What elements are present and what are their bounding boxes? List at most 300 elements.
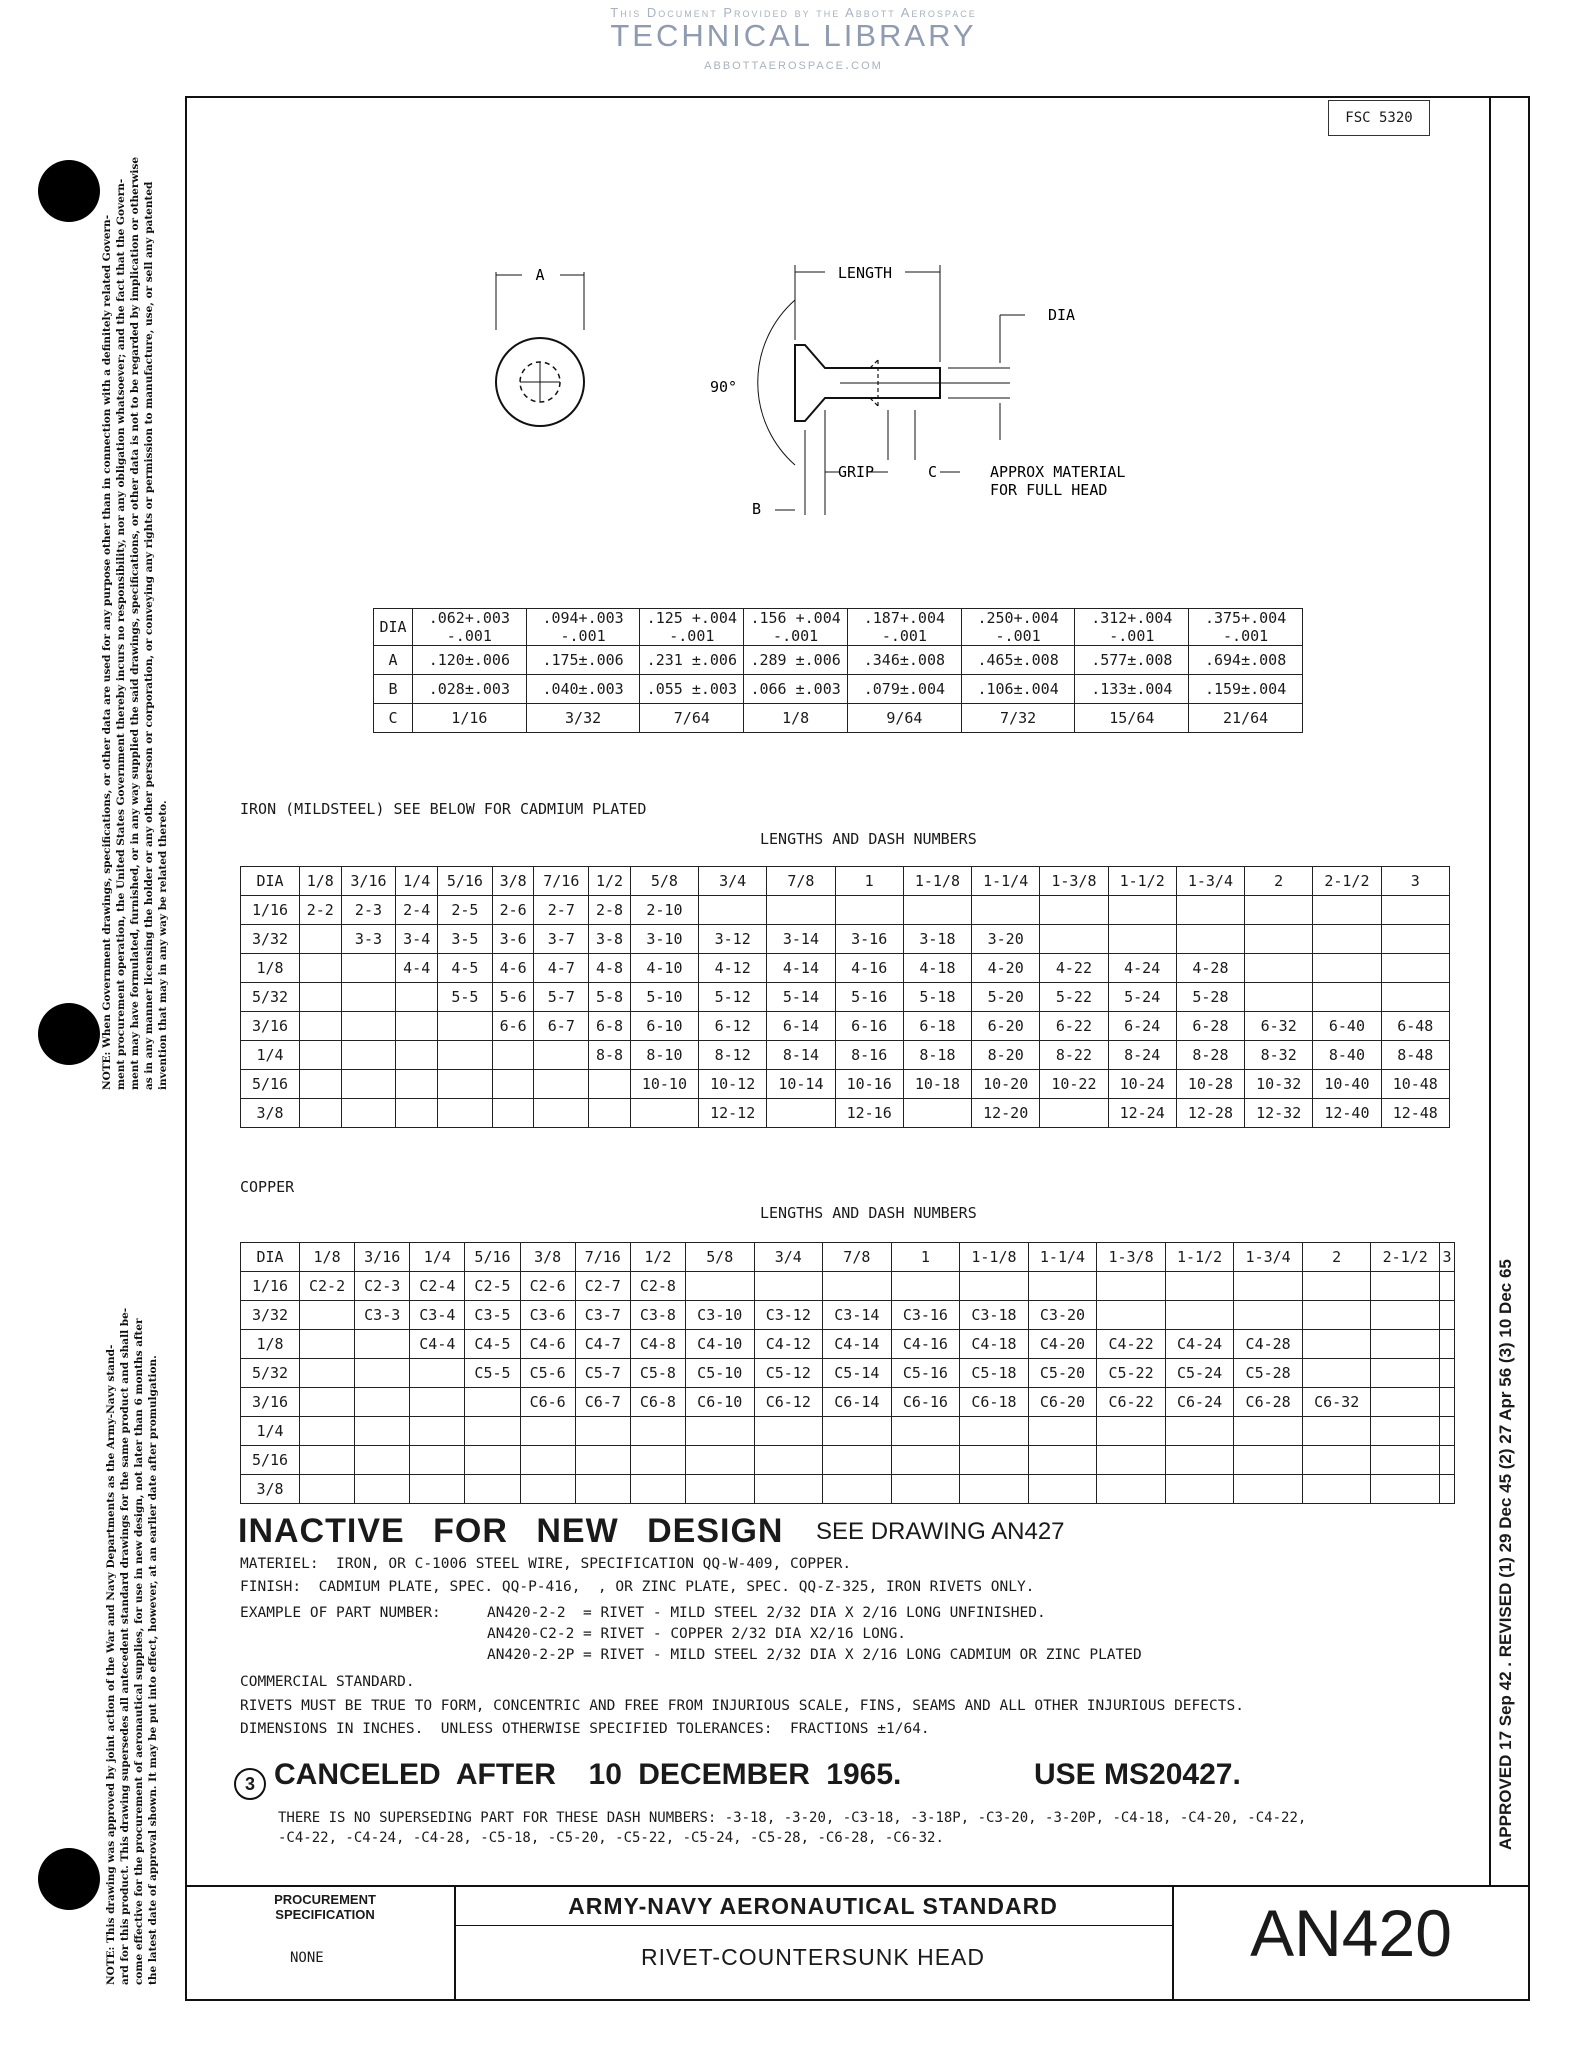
copper-table-cell xyxy=(1234,1301,1303,1330)
copper-table-cell: C6-7 xyxy=(575,1388,630,1417)
dimension-table-cell: .156 +.004 -.001 xyxy=(744,609,848,646)
label-a: A xyxy=(535,266,545,284)
iron-table-cell xyxy=(1245,925,1313,954)
iron-table-cell: 8-40 xyxy=(1313,1041,1381,1070)
copper-table-cell: C4-22 xyxy=(1097,1330,1166,1359)
iron-table-cell: 4-28 xyxy=(1176,954,1244,983)
copper-table-cell xyxy=(823,1417,892,1446)
copper-table-cell xyxy=(891,1475,960,1504)
iron-table-cell: 10-12 xyxy=(699,1070,767,1099)
copper-table-cell xyxy=(1165,1272,1234,1301)
part-title: RIVET-COUNTERSUNK HEAD xyxy=(640,1944,986,1970)
dimension-table-cell: .231 ±.006 xyxy=(640,646,744,675)
iron-table-cell: 4-16 xyxy=(835,954,903,983)
iron-table-cell: 7/16 xyxy=(534,867,589,896)
iron-table-cell xyxy=(1040,896,1108,925)
copper-table-cell: C5-5 xyxy=(465,1359,520,1388)
dimension-table-cell: .375+.004 -.001 xyxy=(1189,609,1303,646)
iron-table-cell: 5-14 xyxy=(767,983,835,1012)
iron-table-cell: 5-10 xyxy=(630,983,698,1012)
iron-table-cell: 5-12 xyxy=(699,983,767,1012)
copper-table-cell: 1-1/4 xyxy=(1028,1243,1097,1272)
iron-table-cell: 5-20 xyxy=(972,983,1040,1012)
iron-table-cell: 5-18 xyxy=(903,983,971,1012)
iron-table-cell xyxy=(1176,896,1244,925)
copper-table-cell: 2-1/2 xyxy=(1371,1243,1440,1272)
dimension-table-cell: 7/64 xyxy=(640,704,744,733)
copper-table-cell xyxy=(410,1417,465,1446)
copper-table-cell xyxy=(300,1388,355,1417)
copper-table-cell: C2-2 xyxy=(300,1272,355,1301)
iron-table-cell xyxy=(1313,896,1381,925)
copper-table-cell xyxy=(1097,1272,1166,1301)
copper-table-cell xyxy=(754,1446,823,1475)
copper-table-cell: C4-4 xyxy=(410,1330,465,1359)
copper-table-cell: 7/16 xyxy=(575,1243,630,1272)
copper-table-cell xyxy=(1440,1475,1455,1504)
dimension-table-cell: .187+.004 -.001 xyxy=(848,609,962,646)
iron-table-cell xyxy=(589,1099,631,1128)
iron-table-cell: 1-1/8 xyxy=(903,867,971,896)
dimension-table-cell: 9/64 xyxy=(848,704,962,733)
copper-table-cell xyxy=(520,1446,575,1475)
iron-table-cell xyxy=(437,1041,492,1070)
copper-table-cell: C6-6 xyxy=(520,1388,575,1417)
iron-table-cell: 10-16 xyxy=(835,1070,903,1099)
iron-table-cell: 5-16 xyxy=(835,983,903,1012)
rivets-note: RIVETS MUST BE TRUE TO FORM, CONCENTRIC AND FREE FROM INJURIOUS SCALE, FINS, SEAMS AND ALL OTHER INJURIOUS DEFECTS. xyxy=(240,1698,1244,1714)
iron-table-cell: 8-12 xyxy=(699,1041,767,1070)
iron-table-cell: 7/8 xyxy=(767,867,835,896)
dimension-table-cell: .577±.008 xyxy=(1075,646,1189,675)
iron-table-cell: 6-12 xyxy=(699,1012,767,1041)
copper-table-cell: C3-10 xyxy=(685,1301,754,1330)
iron-table-cell: 6-28 xyxy=(1176,1012,1244,1041)
copper-table-cell: C4-6 xyxy=(520,1330,575,1359)
iron-table-cell: 1-3/4 xyxy=(1176,867,1244,896)
iron-table-cell: 3-20 xyxy=(972,925,1040,954)
iron-table-cell xyxy=(1245,896,1313,925)
iron-table-cell: 6-8 xyxy=(589,1012,631,1041)
iron-table-cell: 1/8 xyxy=(241,954,300,983)
copper-table-cell: 1 xyxy=(891,1243,960,1272)
copper-table-cell xyxy=(355,1330,410,1359)
iron-table-cell: 5-5 xyxy=(437,983,492,1012)
iron-table-cell: 4-5 xyxy=(437,954,492,983)
label-angle: 90° xyxy=(710,378,738,396)
copper-table-cell xyxy=(1440,1272,1455,1301)
iron-table-cell xyxy=(1313,983,1381,1012)
iron-table-cell xyxy=(492,1099,534,1128)
iron-table-cell: 4-18 xyxy=(903,954,971,983)
copper-table-cell: C2-8 xyxy=(630,1272,685,1301)
copper-table-cell xyxy=(1097,1417,1166,1446)
copper-table-cell xyxy=(891,1446,960,1475)
iron-table-cell xyxy=(1108,896,1176,925)
iron-table-cell xyxy=(300,1070,342,1099)
dimension-table-cell: .040±.003 xyxy=(526,675,640,704)
copper-table-cell xyxy=(754,1475,823,1504)
iron-table-row xyxy=(241,925,1450,954)
iron-table-cell xyxy=(300,1099,342,1128)
iron-table-cell: 3-16 xyxy=(835,925,903,954)
iron-table-cell: 5/8 xyxy=(630,867,698,896)
iron-table-cell: 6-20 xyxy=(972,1012,1040,1041)
iron-table-cell: 6-40 xyxy=(1313,1012,1381,1041)
iron-table-cell: 2-5 xyxy=(437,896,492,925)
copper-table-cell xyxy=(1440,1301,1455,1330)
copper-table-cell: 2 xyxy=(1302,1243,1371,1272)
iron-table-cell: 4-14 xyxy=(767,954,835,983)
copper-table-cell: C3-7 xyxy=(575,1301,630,1330)
copper-table-cell: C4-20 xyxy=(1028,1330,1097,1359)
iron-table-cell: 3-8 xyxy=(589,925,631,954)
copper-table-cell xyxy=(1234,1446,1303,1475)
dimension-table-cell: .066 ±.003 xyxy=(744,675,848,704)
copper-table-cell xyxy=(1440,1330,1455,1359)
iron-table-row xyxy=(241,1012,1450,1041)
example-2: AN420-C2-2 = RIVET - COPPER 2/32 DIA X2/16 LONG. xyxy=(487,1626,907,1642)
label-b: B xyxy=(752,500,762,518)
iron-table-cell: 2-1/2 xyxy=(1313,867,1381,896)
copper-table-cell: 5/16 xyxy=(465,1243,520,1272)
inactive-notice: INACTIVE FOR NEW DESIGN xyxy=(238,1512,784,1550)
rivet-top-view xyxy=(496,272,584,426)
iron-table-cell: 10-10 xyxy=(630,1070,698,1099)
revision-strip-border xyxy=(1489,96,1491,1886)
iron-table-cell: 8-28 xyxy=(1176,1041,1244,1070)
iron-table-cell xyxy=(1245,954,1313,983)
example-label: EXAMPLE OF PART NUMBER: xyxy=(240,1605,441,1621)
iron-table-cell: 2-6 xyxy=(492,896,534,925)
copper-table-cell: C6-22 xyxy=(1097,1388,1166,1417)
iron-table-cell: 3-6 xyxy=(492,925,534,954)
copper-table-cell: C4-5 xyxy=(465,1330,520,1359)
iron-table-cell xyxy=(1381,954,1449,983)
copper-table-cell: 5/8 xyxy=(685,1243,754,1272)
iron-title: IRON (MILDSTEEL) SEE BELOW FOR CADMIUM PLATED xyxy=(240,800,647,818)
iron-table-cell: 4-20 xyxy=(972,954,1040,983)
iron-table-cell xyxy=(341,1012,396,1041)
copper-table-cell xyxy=(1097,1301,1166,1330)
copper-table-cell xyxy=(685,1446,754,1475)
iron-table-cell: 3/8 xyxy=(241,1099,300,1128)
copper-table-cell xyxy=(300,1417,355,1446)
iron-table-cell xyxy=(1381,896,1449,925)
iron-table-cell: 6-18 xyxy=(903,1012,971,1041)
iron-table-row xyxy=(241,1070,1450,1099)
iron-table-cell: 5/16 xyxy=(241,1070,300,1099)
label-grip: GRIP xyxy=(837,463,875,481)
copper-table-cell: C3-5 xyxy=(465,1301,520,1330)
dimension-table-cell: C xyxy=(374,704,413,733)
copper-table-cell xyxy=(575,1475,630,1504)
copper-table-cell xyxy=(1371,1475,1440,1504)
copper-table-cell: 1-3/8 xyxy=(1097,1243,1166,1272)
iron-table-cell: 3-4 xyxy=(396,925,438,954)
iron-table-cell xyxy=(972,896,1040,925)
iron-table-cell: 4-24 xyxy=(1108,954,1176,983)
iron-table-cell: 4-4 xyxy=(396,954,438,983)
copper-title: COPPER xyxy=(240,1178,295,1196)
copper-table-cell: C2-7 xyxy=(575,1272,630,1301)
copper-table-cell xyxy=(520,1417,575,1446)
copper-table-cell: C5-16 xyxy=(891,1359,960,1388)
dimension-table-cell: 15/64 xyxy=(1075,704,1189,733)
copper-table-cell xyxy=(960,1475,1029,1504)
revision-history: APPROVED 17 Sep 42 . REVISED (1) 29 Dec 45 (2) 27 Apr 56 (3) 10 Dec 65 xyxy=(1496,1259,1515,1850)
iron-table-row xyxy=(241,1041,1450,1070)
copper-table-cell: C5-6 xyxy=(520,1359,575,1388)
iron-table-cell xyxy=(1245,983,1313,1012)
copper-table-cell: 1/4 xyxy=(410,1243,465,1272)
iron-table-cell: 6-7 xyxy=(534,1012,589,1041)
copper-table-cell xyxy=(960,1272,1029,1301)
copper-table-cell xyxy=(1028,1446,1097,1475)
copper-table-cell: C6-28 xyxy=(1234,1388,1303,1417)
copper-table-cell xyxy=(685,1417,754,1446)
iron-table-cell: 6-14 xyxy=(767,1012,835,1041)
copper-table-cell xyxy=(823,1272,892,1301)
copper-table-cell xyxy=(1234,1475,1303,1504)
iron-table-cell: 1/16 xyxy=(241,896,300,925)
copper-table-row xyxy=(241,1301,1455,1330)
copper-table-cell: C4-16 xyxy=(891,1330,960,1359)
copper-table-cell xyxy=(754,1272,823,1301)
iron-table-cell: 2-4 xyxy=(396,896,438,925)
copper-table-cell: C6-16 xyxy=(891,1388,960,1417)
copper-table-cell xyxy=(575,1446,630,1475)
iron-table-cell xyxy=(767,1099,835,1128)
watermark-provider: This Document Provided by the Abbott Aerospace xyxy=(610,5,977,20)
copper-table-cell xyxy=(1371,1359,1440,1388)
label-dia: DIA xyxy=(1048,306,1076,324)
iron-table-row xyxy=(241,896,1450,925)
copper-table-cell: 1/8 xyxy=(300,1243,355,1272)
iron-table-cell: 2-8 xyxy=(589,896,631,925)
dimension-table-cell: B xyxy=(374,675,413,704)
dimension-table-cell: .159±.004 xyxy=(1189,675,1303,704)
iron-table-cell: 3-12 xyxy=(699,925,767,954)
iron-table-cell xyxy=(341,1041,396,1070)
copper-table-cell xyxy=(1097,1475,1166,1504)
iron-table-cell xyxy=(396,1099,438,1128)
dimension-table-cell: .125 +.004 -.001 xyxy=(640,609,744,646)
copper-table-cell: C5-22 xyxy=(1097,1359,1166,1388)
iron-table-cell: 12-16 xyxy=(835,1099,903,1128)
dimension-table-cell: 7/32 xyxy=(961,704,1075,733)
iron-table-cell: 12-24 xyxy=(1108,1099,1176,1128)
copper-table-cell: C2-6 xyxy=(520,1272,575,1301)
iron-table-cell xyxy=(396,983,438,1012)
iron-table-cell: 3/4 xyxy=(699,867,767,896)
iron-table-cell xyxy=(341,954,396,983)
copper-table-cell: C2-3 xyxy=(355,1272,410,1301)
copper-table-cell xyxy=(1302,1272,1371,1301)
copper-table-row xyxy=(241,1359,1455,1388)
iron-table-cell: 4-12 xyxy=(699,954,767,983)
dimension-table-cell: .465±.008 xyxy=(961,646,1075,675)
iron-table-cell xyxy=(396,1041,438,1070)
iron-table-cell: 8-14 xyxy=(767,1041,835,1070)
copper-table-cell xyxy=(300,1446,355,1475)
iron-table-cell: 8-24 xyxy=(1108,1041,1176,1070)
copper-table-cell xyxy=(465,1475,520,1504)
iron-table-cell: 12-40 xyxy=(1313,1099,1381,1128)
copper-table-cell: C5-24 xyxy=(1165,1359,1234,1388)
copper-lengths-table xyxy=(240,1242,1455,1504)
iron-table-cell: 10-40 xyxy=(1313,1070,1381,1099)
copper-table-cell: C5-10 xyxy=(685,1359,754,1388)
copper-table-cell: C6-12 xyxy=(754,1388,823,1417)
copper-table-cell xyxy=(1371,1272,1440,1301)
iron-table-cell: 3-7 xyxy=(534,925,589,954)
copper-table-row xyxy=(241,1272,1455,1301)
copper-table-cell: 3/32 xyxy=(241,1301,300,1330)
copper-table-cell: C5-7 xyxy=(575,1359,630,1388)
dimension-table-cell: .028±.003 xyxy=(413,675,527,704)
copper-table-cell: C3-20 xyxy=(1028,1301,1097,1330)
copper-table-cell: 3 xyxy=(1440,1243,1455,1272)
iron-table-cell xyxy=(589,1070,631,1099)
copper-table-cell xyxy=(1302,1446,1371,1475)
copper-table-cell xyxy=(575,1417,630,1446)
approval-note: NOTE: This drawing was approved by joint action of the War and Navy Departments as the Army-Navy stand- ard for this product. This drawing supersedes all antecedent standard drawings for the same product and shall be- come effective for the procurement of aeronautical supplies, for use in new design, not later than 6 months after the latest date of approval shown. It may be put into effect, however, at an earlier date after promulgation. xyxy=(105,1307,159,1985)
copper-table-row xyxy=(241,1417,1455,1446)
copper-table-cell xyxy=(685,1272,754,1301)
copper-table-cell: C5-12 xyxy=(754,1359,823,1388)
iron-table-cell xyxy=(1040,1099,1108,1128)
copper-table-cell: C5-20 xyxy=(1028,1359,1097,1388)
iron-table-cell xyxy=(341,1099,396,1128)
copper-table-cell xyxy=(1371,1417,1440,1446)
example-1: AN420-2-2 = RIVET - MILD STEEL 2/32 DIA X 2/16 LONG UNFINISHED. xyxy=(487,1605,1046,1621)
copper-table-cell: C4-8 xyxy=(630,1330,685,1359)
copper-table-cell xyxy=(1028,1272,1097,1301)
dimension-table-cell: .694±.008 xyxy=(1189,646,1303,675)
copper-table-cell: C6-14 xyxy=(823,1388,892,1417)
copper-table-cell xyxy=(1234,1417,1303,1446)
copper-table-cell: C5-18 xyxy=(960,1359,1029,1388)
iron-table-cell: 4-7 xyxy=(534,954,589,983)
label-approx-material: APPROX MATERIAL xyxy=(990,463,1126,481)
copper-table-cell: C3-16 xyxy=(891,1301,960,1330)
iron-table-cell xyxy=(1313,925,1381,954)
iron-table-cell: 8-20 xyxy=(972,1041,1040,1070)
copper-table-cell: C5-14 xyxy=(823,1359,892,1388)
copper-table-cell xyxy=(754,1417,823,1446)
iron-table-cell xyxy=(437,1099,492,1128)
iron-table-cell xyxy=(1381,925,1449,954)
iron-table-cell: 4-22 xyxy=(1040,954,1108,983)
dimension-table-cell: 1/8 xyxy=(744,704,848,733)
iron-table-cell: 12-12 xyxy=(699,1099,767,1128)
iron-table-cell: 1 xyxy=(835,867,903,896)
copper-table-cell: C6-8 xyxy=(630,1388,685,1417)
iron-table-cell: 5-22 xyxy=(1040,983,1108,1012)
iron-table-cell: 10-20 xyxy=(972,1070,1040,1099)
copper-table-header-row xyxy=(241,1243,1455,1272)
iron-table-cell: 6-32 xyxy=(1245,1012,1313,1041)
copper-table-cell xyxy=(630,1475,685,1504)
iron-table-cell: 6-24 xyxy=(1108,1012,1176,1041)
dimension-table-cell: .079±.004 xyxy=(848,675,962,704)
copper-table-cell xyxy=(465,1417,520,1446)
copper-table-cell: C6-10 xyxy=(685,1388,754,1417)
iron-table-cell xyxy=(300,1012,342,1041)
iron-table-cell: 10-32 xyxy=(1245,1070,1313,1099)
watermark-url: abbottaerospace.com xyxy=(704,56,883,73)
copper-table-cell: C3-14 xyxy=(823,1301,892,1330)
iron-table-cell: 1-1/2 xyxy=(1108,867,1176,896)
iron-table-cell xyxy=(534,1041,589,1070)
copper-table-cell xyxy=(1165,1446,1234,1475)
copper-table-cell xyxy=(1097,1446,1166,1475)
dimension-table-cell: .346±.008 xyxy=(848,646,962,675)
copper-table-cell xyxy=(960,1446,1029,1475)
iron-table-cell xyxy=(492,1070,534,1099)
copper-table-cell: 5/32 xyxy=(241,1359,300,1388)
copper-table-cell: C3-18 xyxy=(960,1301,1029,1330)
example-3: AN420-2-2P = RIVET - MILD STEEL 2/32 DIA X 2/16 LONG CADMIUM OR ZINC PLATED xyxy=(487,1647,1142,1663)
copper-table-cell: C5-28 xyxy=(1234,1359,1303,1388)
copper-table-row xyxy=(241,1475,1455,1504)
copper-table-cell: C4-12 xyxy=(754,1330,823,1359)
label-c: C xyxy=(928,463,938,481)
rivet-side-view xyxy=(758,265,1025,515)
iron-table-cell xyxy=(341,983,396,1012)
binder-hole-middle xyxy=(38,1003,100,1065)
iron-table-cell xyxy=(1176,925,1244,954)
iron-table-cell: 5-7 xyxy=(534,983,589,1012)
iron-table-cell: 10-24 xyxy=(1108,1070,1176,1099)
iron-table-cell xyxy=(1108,925,1176,954)
iron-table-cell: 3/16 xyxy=(341,867,396,896)
watermark-title: TECHNICAL LIBRARY xyxy=(610,18,977,53)
iron-table-cell xyxy=(903,1099,971,1128)
iron-subtitle: LENGTHS AND DASH NUMBERS xyxy=(760,830,977,848)
dimension-table-cell: .312+.004 -.001 xyxy=(1075,609,1189,646)
copper-table-cell xyxy=(465,1446,520,1475)
iron-table-cell: 2-10 xyxy=(630,896,698,925)
iron-table-cell: 8-8 xyxy=(589,1041,631,1070)
copper-table-cell xyxy=(685,1475,754,1504)
copper-table-cell xyxy=(1234,1272,1303,1301)
fsc-code: FSC 5320 xyxy=(1328,100,1430,136)
copper-table-cell xyxy=(1371,1330,1440,1359)
copper-table-cell: C3-8 xyxy=(630,1301,685,1330)
title-block-divider-3 xyxy=(454,1925,1172,1926)
iron-table-cell: 3/32 xyxy=(241,925,300,954)
title-block-top-border xyxy=(185,1885,1530,1887)
copper-table-cell xyxy=(630,1446,685,1475)
iron-table-cell xyxy=(630,1099,698,1128)
copper-table-cell: C4-7 xyxy=(575,1330,630,1359)
copper-table-cell xyxy=(1165,1475,1234,1504)
copper-table-cell: 1/4 xyxy=(241,1417,300,1446)
iron-table-cell: 5/32 xyxy=(241,983,300,1012)
copper-table-cell: C3-12 xyxy=(754,1301,823,1330)
copper-table-cell xyxy=(1440,1359,1455,1388)
iron-table-cell: 8-10 xyxy=(630,1041,698,1070)
iron-table-cell xyxy=(699,896,767,925)
copper-table-cell: C2-4 xyxy=(410,1272,465,1301)
copper-table-cell xyxy=(410,1475,465,1504)
iron-table-cell: 1/8 xyxy=(300,867,342,896)
iron-table-cell: 3-10 xyxy=(630,925,698,954)
dimension-table-row xyxy=(374,704,1303,733)
copper-table-cell: C3-6 xyxy=(520,1301,575,1330)
